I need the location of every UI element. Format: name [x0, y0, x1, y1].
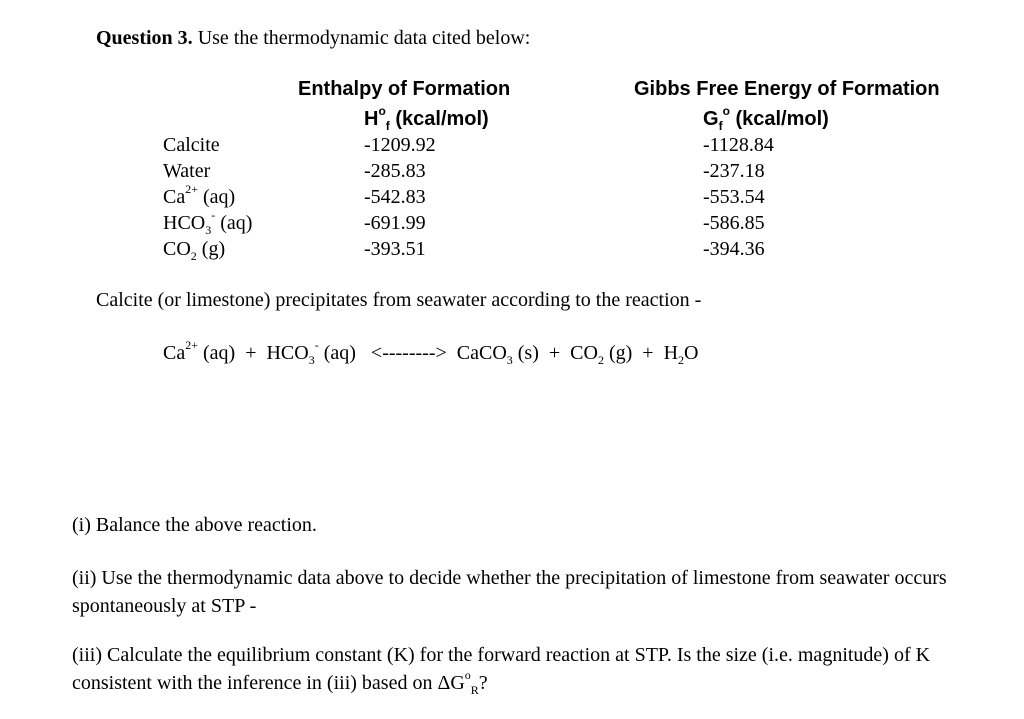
table-row-enthalpy: -393.51 [364, 238, 426, 260]
gibbs-heading: Gibbs Free Energy of Formation [634, 78, 940, 100]
part-ii: (ii) Use the thermodynamic data above to decide whether the precipitation of limestone from seawater occurs spontaneously at STP - [72, 567, 947, 617]
enthalpy-symbol: H [364, 108, 379, 130]
part-i: (i) Balance the above reaction. [72, 514, 317, 536]
question-intro: Use the thermodynamic data cited below: [197, 27, 531, 49]
table-row-gibbs: -237.18 [703, 160, 765, 182]
reactant-bicarbonate: $HCO_3^-$ (aq) [266, 338, 356, 367]
table-row-enthalpy: -542.83 [364, 186, 426, 208]
gibbs-sub: f [718, 119, 723, 133]
enthalpy-heading: Enthalpy of Formation [298, 78, 511, 100]
table-row-name: Water [163, 160, 211, 182]
table-row-enthalpy: -691.99 [364, 212, 426, 234]
reactant-calcium: $Ca^{2+}$ (aq) [163, 338, 236, 364]
enthalpy-sub: f [385, 119, 390, 133]
gibbs-unit: (kcal/mol) [729, 108, 829, 130]
enthalpy-unit: (kcal/mol) [389, 108, 489, 130]
table-row-enthalpy: -1209.92 [364, 134, 436, 156]
product-co2: $CO_2$ (g) [570, 342, 633, 367]
part-iii: (iii) Calculate the equilibrium constant (K) for the forward reaction at STP. Is the size (i.e. magnitude) of K consistent with the inference in (iii) based on $\Delta G^o_R$? [72, 644, 931, 697]
table-row-name: $HCO_3^-$ (aq) [163, 208, 253, 237]
product-water: $H_2O$ [663, 342, 699, 367]
question-number: Question 3. [96, 27, 193, 49]
reaction-equation [163, 338, 699, 367]
plus-sign: + [642, 342, 654, 364]
table-row-gibbs: -1128.84 [703, 134, 774, 156]
delta-g-symbol: $\Delta G^o_R$ [437, 668, 479, 697]
table-row-gibbs: -553.54 [703, 186, 765, 208]
table-row-enthalpy: -285.83 [364, 160, 426, 182]
plus-sign: + [548, 342, 561, 364]
reaction-intro: Calcite (or limestone) precipitates from seawater according to the reaction - [96, 289, 702, 311]
equilibrium-arrow: <--------> [370, 342, 447, 364]
table-row-gibbs: -586.85 [703, 212, 765, 234]
enthalpy-unit-heading [364, 104, 489, 133]
gibbs-symbol: G [703, 108, 719, 130]
plus-sign: + [245, 342, 257, 364]
gibbs-unit-heading [703, 104, 829, 133]
table-row-name: $CO_2$ (g) [163, 238, 226, 263]
table-row-name: Calcite [163, 134, 220, 156]
gibbs-sup: o [722, 104, 730, 119]
table-row-name: $Ca^{2+}$ (aq) [163, 182, 236, 208]
enthalpy-sup: o [378, 104, 386, 119]
product-calcite: CaCO$_3$ (s) [456, 342, 539, 367]
question-heading [96, 27, 530, 50]
table-row-gibbs: -394.36 [703, 238, 765, 260]
